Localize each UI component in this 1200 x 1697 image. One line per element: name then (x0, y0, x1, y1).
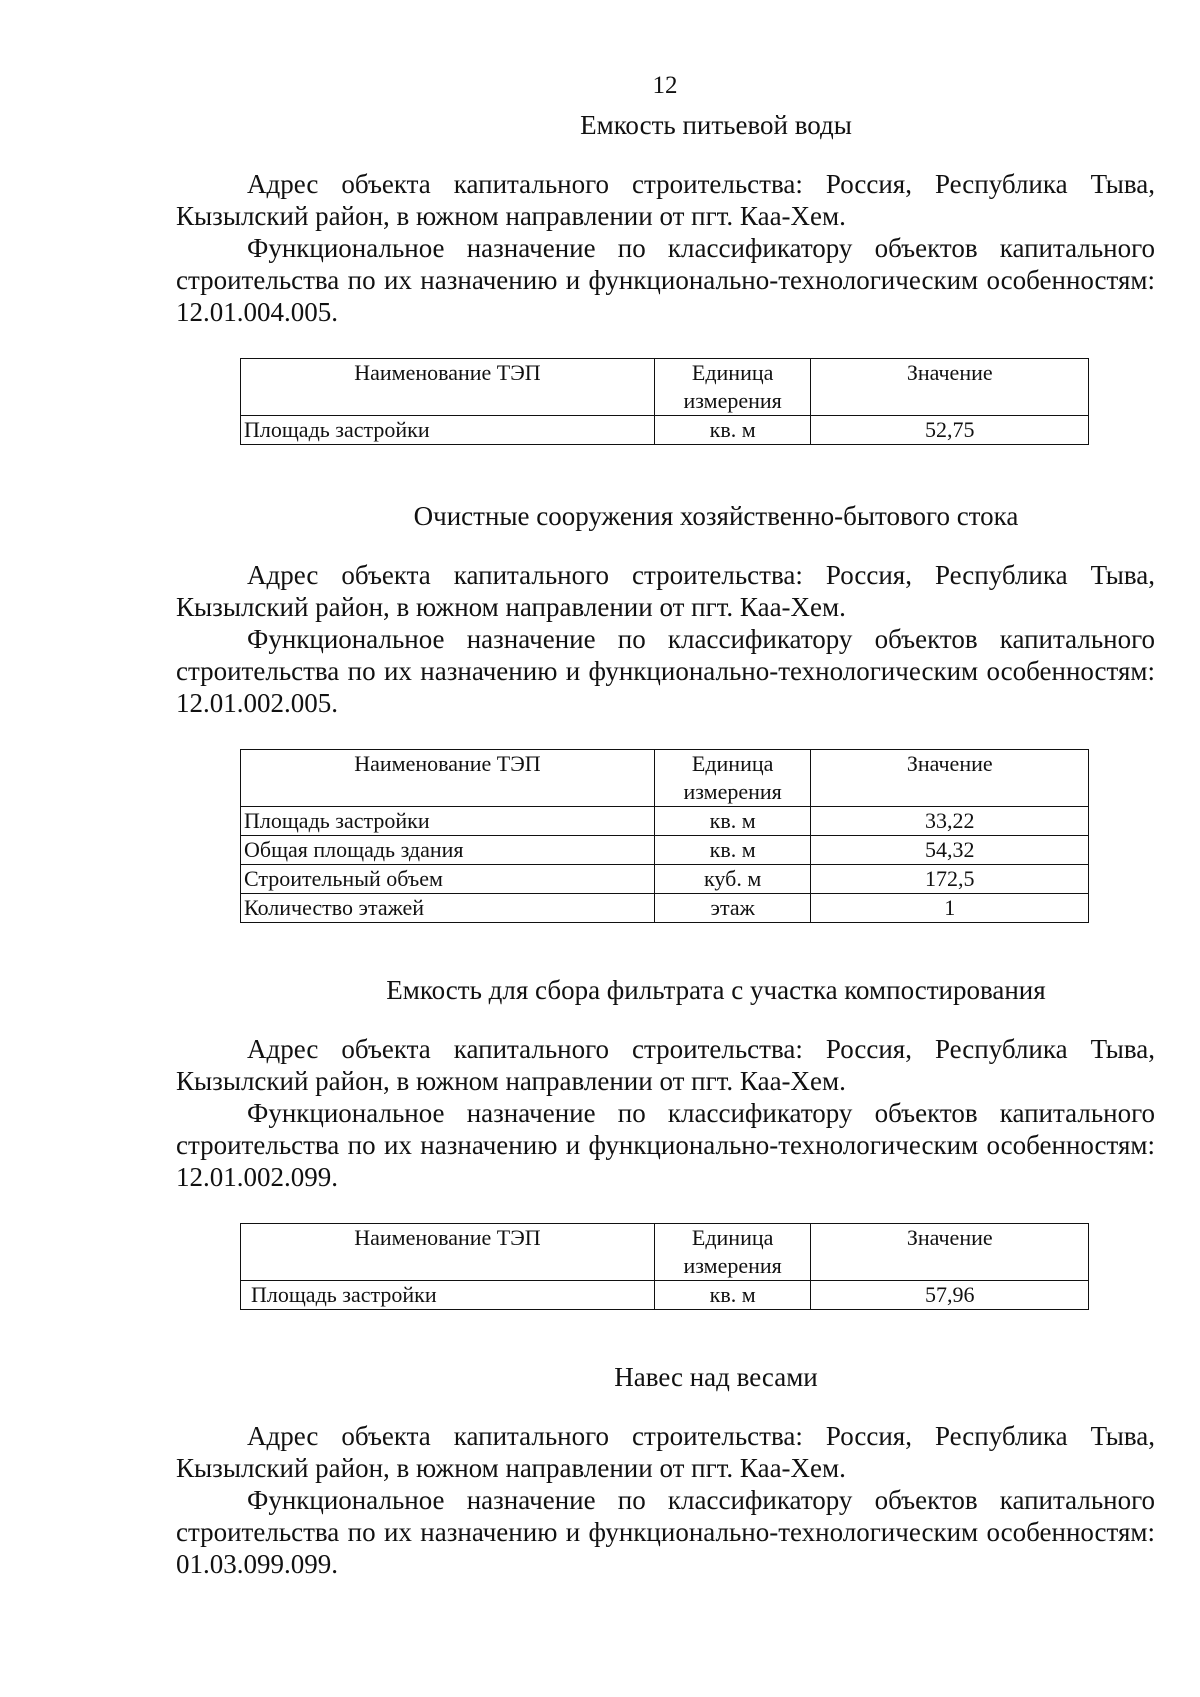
row-name: Площадь застройки (241, 807, 655, 836)
header-name: Наименование ТЭП (241, 359, 655, 416)
section-title: Емкость питьевой воды (580, 110, 852, 140)
row-unit: кв. м (654, 416, 811, 445)
table-row (241, 865, 1089, 894)
row-name: Строительный объем (241, 865, 655, 894)
row-value: 33,22 (811, 807, 1089, 836)
row-name: Количество этажей (241, 894, 655, 923)
row-value: 57,96 (811, 1281, 1089, 1310)
row-unit: этаж (654, 894, 811, 923)
row-name: Площадь застройки (241, 416, 655, 445)
row-unit: кв. м (654, 1281, 811, 1310)
row-value: 52,75 (811, 416, 1089, 445)
row-unit: куб. м (654, 865, 811, 894)
tep-table (240, 358, 1089, 445)
row-name: Площадь застройки (241, 1281, 655, 1310)
header-value: Значение (811, 750, 1089, 807)
section-filtrate-tank (176, 973, 1155, 1310)
section-scale-canopy (176, 1360, 1155, 1580)
section-sewage-treatment (176, 499, 1155, 923)
row-unit: кв. м (654, 807, 811, 836)
page-number: 12 (652, 72, 678, 99)
header-unit: Единица измерения (654, 750, 811, 807)
tep-table (240, 1223, 1089, 1310)
row-unit: кв. м (654, 836, 811, 865)
function-paragraph: Функциональное назначение по классификатору объектов капитального строительства по их назначению и функционально-технологическим особенностям: 12.01.002.099. (176, 1098, 1155, 1192)
header-unit: Единица измерения (654, 359, 811, 416)
address-paragraph: Адрес объекта капитального строительства: Россия, Республика Тыва, Кызылский район, в южном направлении от пгт. Каа-Хем. (176, 560, 1155, 622)
table-row (241, 836, 1089, 865)
table-row (241, 1281, 1089, 1310)
table-header-row (241, 750, 1089, 807)
header-value: Значение (811, 1224, 1089, 1281)
address-paragraph: Адрес объекта капитального строительства: Россия, Республика Тыва, Кызылский район, в южном направлении от пгт. Каа-Хем. (176, 169, 1155, 231)
row-value: 1 (811, 894, 1089, 923)
header-value: Значение (811, 359, 1089, 416)
tep-table (240, 749, 1089, 923)
function-paragraph: Функциональное назначение по классификатору объектов капитального строительства по их назначению и функционально-технологическим особенностям: 01.03.099.099. (176, 1485, 1155, 1579)
table-row (241, 894, 1089, 923)
row-value: 172,5 (811, 865, 1089, 894)
table-row (241, 416, 1089, 445)
address-paragraph: Адрес объекта капитального строительства: Россия, Республика Тыва, Кызылский район, в южном направлении от пгт. Каа-Хем. (176, 1421, 1155, 1483)
section-drinking-water-tank (176, 108, 1155, 445)
header-unit: Единица измерения (654, 1224, 811, 1281)
address-paragraph: Адрес объекта капитального строительства: Россия, Республика Тыва, Кызылский район, в южном направлении от пгт. Каа-Хем. (176, 1034, 1155, 1096)
table-row (241, 807, 1089, 836)
section-title: Очистные сооружения хозяйственно-бытового стока (413, 501, 1019, 531)
table-header-row (241, 1224, 1089, 1281)
function-paragraph: Функциональное назначение по классификатору объектов капитального строительства по их назначению и функционально-технологическим особенностям: 12.01.002.005. (176, 624, 1155, 718)
row-value: 54,32 (811, 836, 1089, 865)
section-title: Навес над весами (614, 1362, 818, 1392)
section-title: Емкость для сбора фильтрата с участка компостирования (386, 975, 1046, 1005)
function-paragraph: Функциональное назначение по классификатору объектов капитального строительства по их назначению и функционально-технологическим особенностям: 12.01.004.005. (176, 233, 1155, 327)
header-name: Наименование ТЭП (241, 1224, 655, 1281)
header-name: Наименование ТЭП (241, 750, 655, 807)
table-header-row (241, 359, 1089, 416)
row-name: Общая площадь здания (241, 836, 655, 865)
